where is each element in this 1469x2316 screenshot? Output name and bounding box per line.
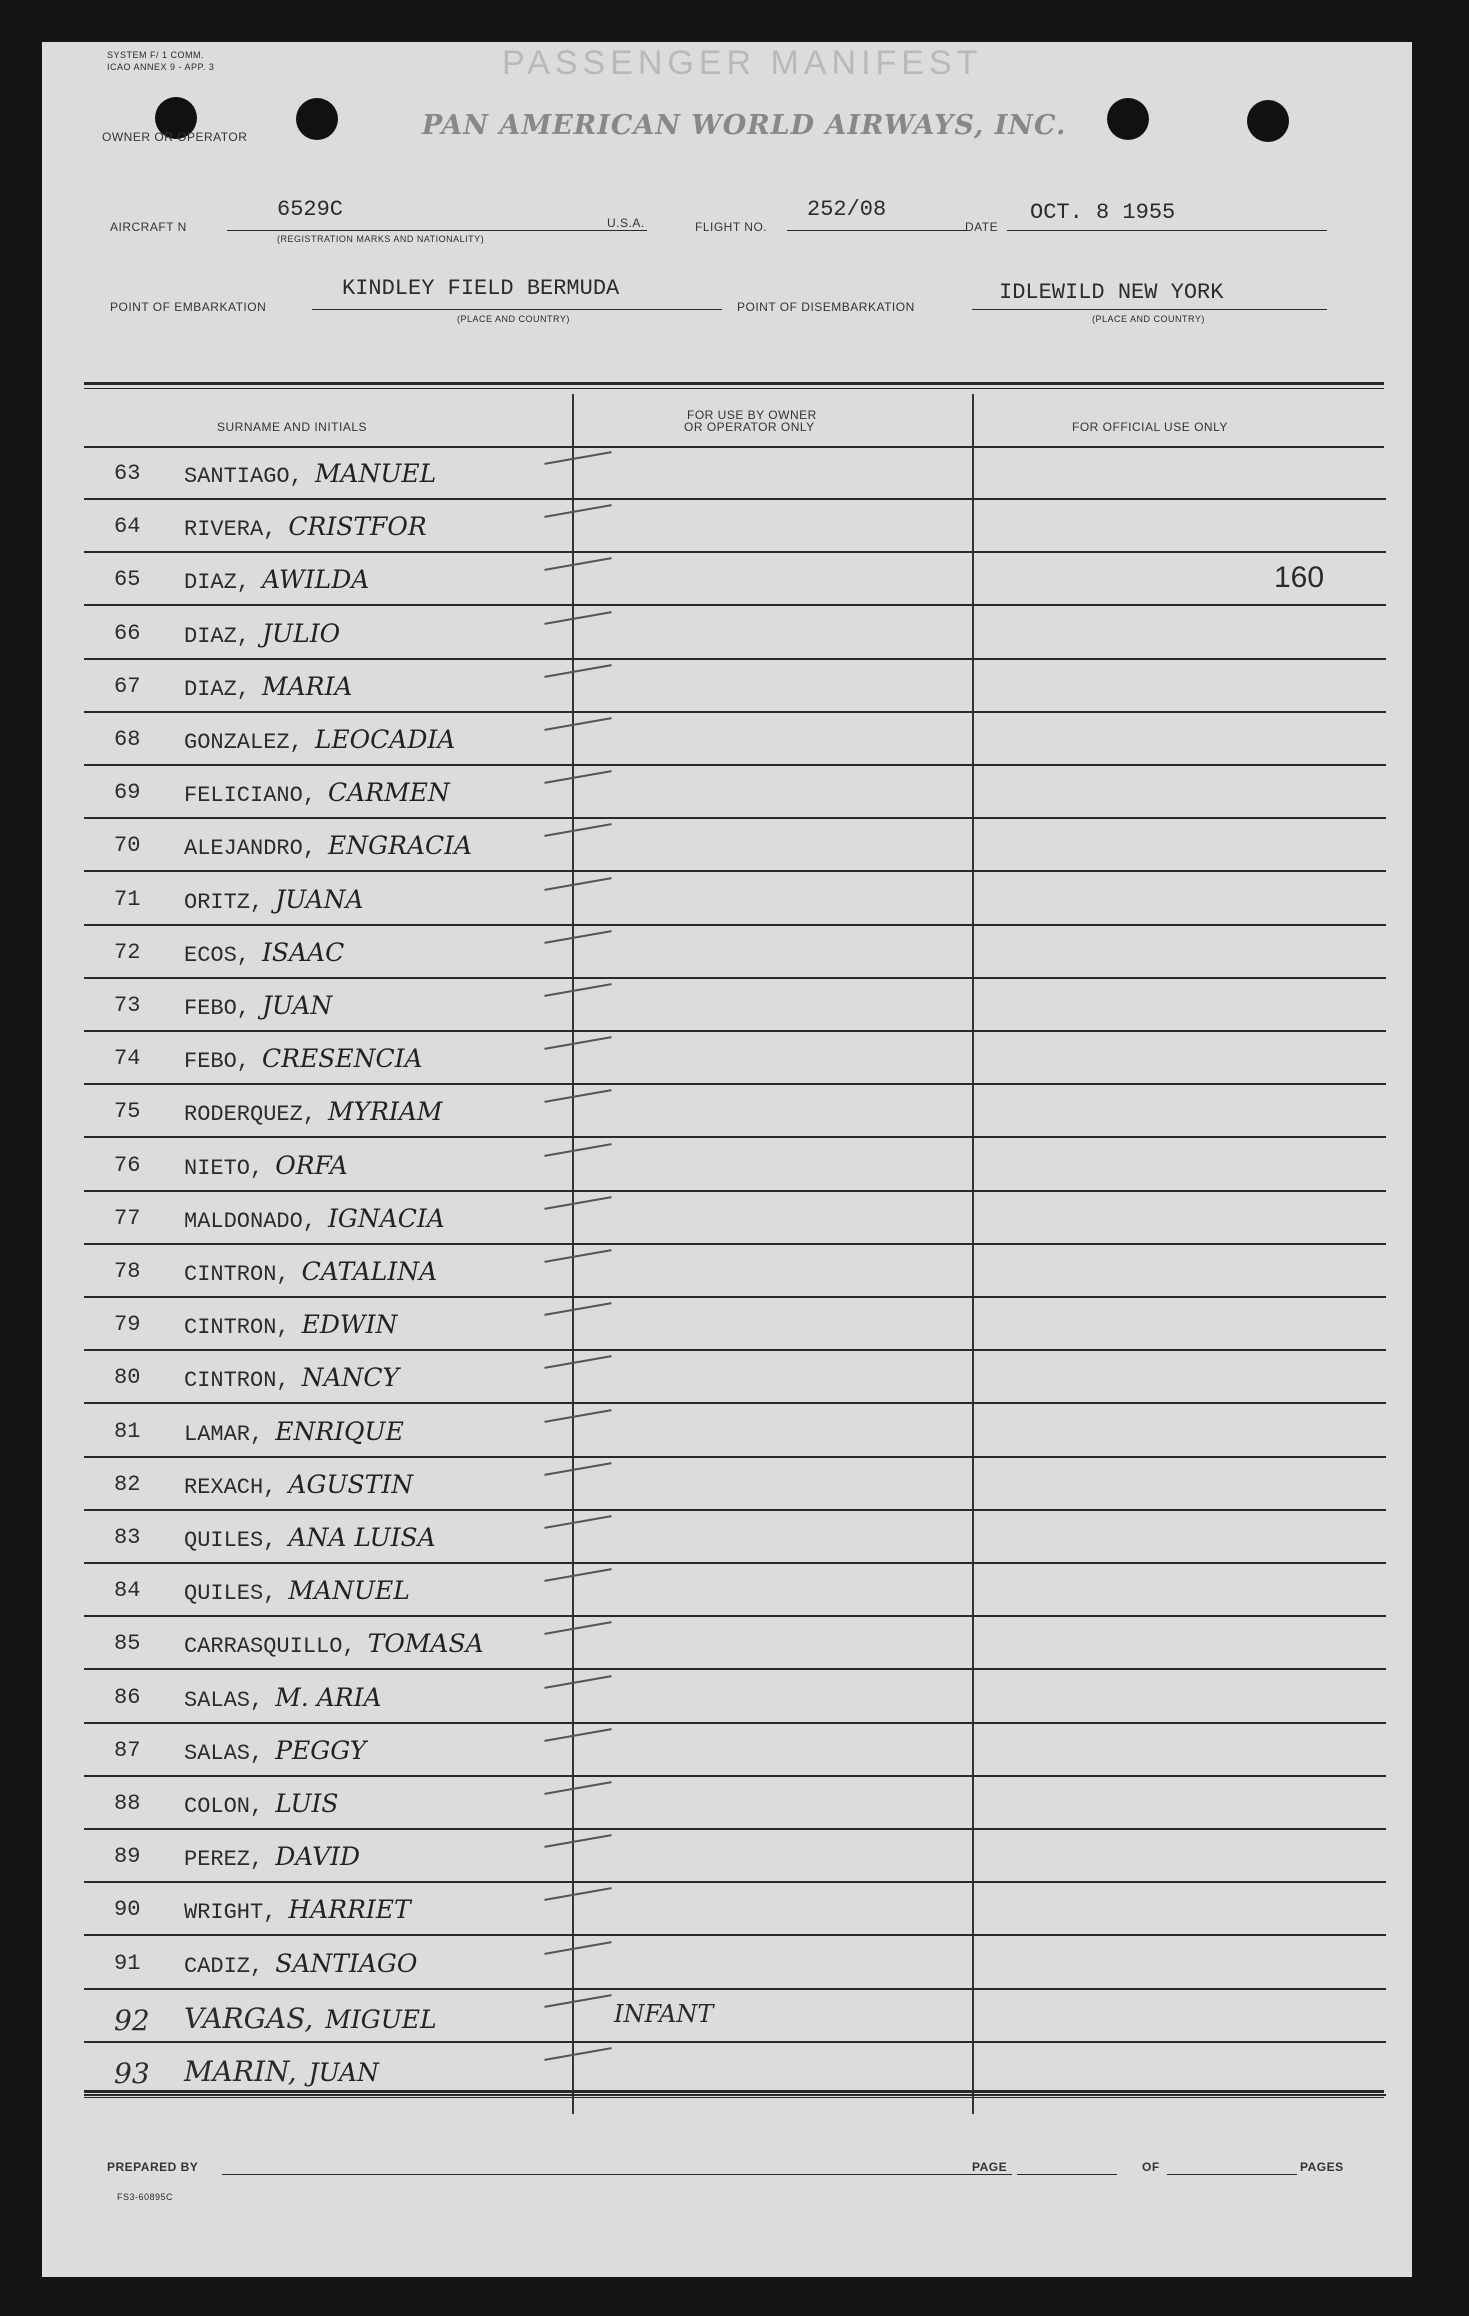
date-value: OCT. 8 1955 [1030,200,1176,225]
check-mark [544,1728,611,1742]
row-number: 77 [114,1205,141,1231]
surname: ORITZ, [184,889,264,915]
passenger-name [184,938,344,968]
check-mark [544,824,611,838]
check-mark [544,1462,611,1476]
surname: ALEJANDRO, [184,836,317,862]
passenger-name [184,565,369,595]
table-row [84,1777,1386,1830]
check-mark [544,717,611,731]
given-name: AGUSTIN [288,1469,414,1499]
table-row [84,1139,1386,1192]
disembark-value: IDLEWILD NEW YORK [999,280,1224,305]
table-row [84,1458,1386,1511]
aircraft-sub: (REGISTRATION MARKS AND NATIONALITY) [277,234,485,244]
table-row [84,2043,1386,2096]
surname: SANTIAGO, [184,464,303,489]
form-code: FS3-60895C [117,2192,174,2202]
given-name: NANCY [301,1363,400,1393]
table-row [84,1671,1386,1724]
table-row [84,713,1386,766]
given-name: JUAN [262,991,333,1020]
row-number: 75 [114,1099,141,1125]
table-row [84,607,1386,660]
table-row [84,660,1386,713]
col-official: FOR OFFICIAL USE ONLY [1072,420,1228,434]
given-name: JUANA [275,884,364,914]
passenger-name [184,725,455,755]
given-name: ORFA [275,1150,348,1180]
surname: CINTRON, [184,1315,290,1341]
passenger-name [184,1629,484,1659]
passenger-name [184,1683,382,1713]
table-row [84,1990,1386,2043]
check-mark [544,1781,611,1795]
given-name: DAVID [275,1842,361,1872]
punch-hole [296,98,338,140]
passenger-name [184,1949,417,1979]
usa-label: U.S.A. [607,216,645,230]
table-row [84,1298,1386,1351]
table-row [84,1724,1386,1777]
manifest-page [42,42,1412,2277]
passenger-name [184,1044,423,1074]
passenger-name [184,1310,397,1340]
disembark-label: POINT OF DISEMBARKATION [737,300,915,314]
row-number: 78 [114,1259,141,1284]
row-number: 74 [114,1046,141,1072]
passenger-name [184,512,427,542]
check-mark [544,558,611,572]
given-name: HARRIET [288,1895,411,1925]
row-number: 83 [114,1525,141,1550]
check-mark [544,1249,611,1263]
passenger-name [184,1470,413,1500]
surname: DIAZ, [184,676,251,702]
check-mark [544,930,611,944]
official-note: 160 [1274,561,1325,595]
col-owner-1: FOR USE BY OWNER [687,408,817,422]
flight-label: FLIGHT NO. [695,220,768,234]
check-mark [544,1143,611,1157]
table-row [84,447,1386,500]
surname: CADIZ, [184,1953,264,1979]
passenger-name [184,1151,348,1181]
surname: ECOS, [184,942,251,968]
surname: PEREZ, [184,1847,264,1873]
check-mark [544,664,611,678]
passenger-name [184,1736,366,1766]
passenger-name [184,1257,437,1287]
table-row [84,979,1386,1032]
passenger-name [184,991,332,1021]
surname: FEBO, [184,1049,251,1075]
check-mark [544,1515,611,1529]
surname: COLON, [184,1794,264,1819]
embark-label: POINT OF EMBARKATION [110,300,267,314]
table-row [84,873,1386,926]
row-number: 79 [114,1312,141,1338]
row-number: 81 [114,1418,141,1444]
table-row [84,766,1386,819]
aircraft-label: AIRCRAFT N [110,220,187,234]
table-row [84,1564,1386,1617]
surname: WRIGHT, [184,1900,277,1926]
surname: LAMAR, [184,1421,264,1447]
table-row [84,1830,1386,1883]
surname: RIVERA, [184,517,277,543]
passenger-name [184,1789,339,1819]
check-mark [544,983,611,997]
given-name: JULIO [262,618,341,648]
passenger-name [184,1204,445,1234]
passenger-name [184,1842,360,1872]
given-name: EDWIN [301,1310,398,1340]
given-name: JUAN [308,2058,379,2087]
row-number: 66 [114,620,141,646]
surname: FEBO, [184,996,251,1021]
given-name: MIGUEL [325,2004,437,2034]
surname: FELICIANO, [184,783,317,809]
passenger-name [184,1576,410,1606]
surname: DIAZ, [184,570,251,596]
flight-value: 252/08 [807,197,887,222]
row-number: 89 [114,1844,141,1870]
given-name: IGNACIA [328,1203,445,1233]
row-number: 84 [114,1578,141,1604]
row-number: 70 [114,833,141,859]
system-note-2: ICAO ANNEX 9 - APP. 3 [107,62,215,72]
surname: SALAS, [184,1740,264,1766]
row-number: 86 [114,1684,141,1710]
check-mark [544,877,611,891]
row-number: 88 [114,1791,141,1816]
embark-sub: (PLACE AND COUNTRY) [457,314,570,324]
check-mark [544,504,611,518]
surname: CINTRON, [184,1368,290,1394]
surname: RODERQUEZ, [184,1102,317,1128]
passenger-name [184,778,450,808]
check-mark [544,451,611,465]
table-row [84,1192,1386,1245]
surname: SALAS, [184,1687,264,1713]
check-mark [544,611,611,625]
owner-note: INFANT [614,1999,714,2028]
system-note-1: SYSTEM F/ 1 COMM. [107,50,205,60]
surname: NIETO, [184,1155,264,1181]
passenger-name [184,1417,404,1447]
passenger-name [184,672,352,702]
col-owner-2: OR OPERATOR ONLY [684,420,815,434]
given-name: MANUEL [288,1576,410,1606]
check-mark [544,1036,611,1050]
given-name: PEGGY [275,1735,367,1765]
passenger-name [184,2055,379,2088]
table-row [84,819,1386,872]
passenger-name [184,1097,442,1127]
page-label: PAGE [972,2160,1008,2174]
given-name: CRISTFOR [288,512,427,542]
row-number: 85 [114,1631,141,1657]
operator-name: PAN AMERICAN WORLD AIRWAYS, INC. [422,110,1067,141]
check-mark [544,1994,611,2008]
row-number: 68 [114,727,141,752]
given-name: ANA LUISA [288,1523,436,1552]
given-name: MANUEL [314,459,437,488]
date-label: DATE [965,220,999,234]
row-number: 82 [114,1471,141,1497]
row-number: 87 [114,1737,141,1763]
check-mark [544,1675,611,1689]
table-row [84,1032,1386,1085]
check-mark [544,1090,611,1104]
table-row [84,1883,1386,1936]
given-name: ENRIQUE [275,1416,404,1446]
given-name: CARMEN [328,778,450,808]
check-mark [544,1941,611,1955]
surname: MALDONADO, [184,1208,317,1234]
given-name: LEOCADIA [314,725,456,754]
surname: REXACH, [184,1474,277,1500]
passenger-name [184,1363,399,1393]
check-mark [544,1834,611,1848]
owner-label: OWNER OR OPERATOR [102,130,248,144]
check-mark [544,2047,611,2061]
table-row [84,1351,1386,1404]
given-name: SANTIAGO [275,1948,418,1978]
table-row [84,926,1386,979]
given-name: CRESENCIA [262,1044,423,1074]
row-number: 93 [114,2057,150,2090]
row-number: 71 [114,886,141,912]
of-label: OF [1142,2160,1160,2174]
passenger-name [184,619,340,649]
check-mark [544,1888,611,1902]
row-number: 92 [114,2003,150,2037]
given-name: ENGRACIA [328,831,473,861]
row-number: 65 [114,567,141,593]
check-mark [544,1302,611,1316]
surname: MARIN, [184,2055,297,2088]
row-number: 67 [114,673,141,699]
table-row [84,500,1386,553]
check-mark [544,1622,611,1636]
row-number: 72 [114,939,141,965]
row-number: 76 [114,1152,141,1178]
row-number: 90 [114,1897,141,1923]
prepared-label: PREPARED BY [107,2160,199,2174]
table-row [84,1245,1386,1298]
aircraft-value: 6529C [277,197,344,222]
passenger-name [184,1523,436,1553]
passenger-name [184,459,436,489]
passenger-name [184,1895,411,1925]
surname: QUILES, [184,1528,277,1553]
given-name: LUIS [275,1789,339,1818]
table-row [84,1937,1386,1990]
check-mark [544,770,611,784]
given-name: AWILDA [262,565,370,595]
row-number: 63 [114,461,141,486]
punch-hole [1107,98,1149,140]
table-row [84,1405,1386,1458]
disembark-sub: (PLACE AND COUNTRY) [1092,314,1205,324]
check-mark [544,1196,611,1210]
embark-value: KINDLEY FIELD BERMUDA [342,276,620,301]
surname: VARGAS, [184,2001,314,2035]
check-mark [544,1409,611,1423]
given-name: CATALINA [301,1257,438,1286]
given-name: TOMASA [367,1629,484,1659]
form-title: PASSENGER MANIFEST [502,44,983,82]
surname: DIAZ, [184,623,251,649]
table-row [84,1617,1386,1670]
given-name: ISAAC [262,937,345,967]
row-number: 73 [114,993,141,1018]
row-number: 64 [114,514,141,540]
row-number: 80 [114,1365,141,1391]
given-name: MYRIAM [328,1097,443,1127]
check-mark [544,1568,611,1582]
given-name: M. ARIA [275,1682,382,1712]
row-number: 91 [114,1950,141,1976]
given-name: MARIA [262,671,353,701]
col-surname: SURNAME AND INITIALS [217,420,368,434]
check-mark [544,1356,611,1370]
row-number: 69 [114,780,141,806]
surname: CINTRON, [184,1262,290,1287]
table-row [84,553,1386,606]
passenger-name [184,2002,437,2035]
surname: CARRASQUILLO, [184,1634,356,1660]
punch-hole [1247,100,1289,142]
passenger-name [184,831,472,861]
surname: QUILES, [184,1581,277,1607]
passenger-name [184,885,364,915]
pages-label: PAGES [1300,2160,1344,2174]
table-row [84,1085,1386,1138]
table-row [84,1511,1386,1564]
surname: GONZALEZ, [184,730,303,755]
